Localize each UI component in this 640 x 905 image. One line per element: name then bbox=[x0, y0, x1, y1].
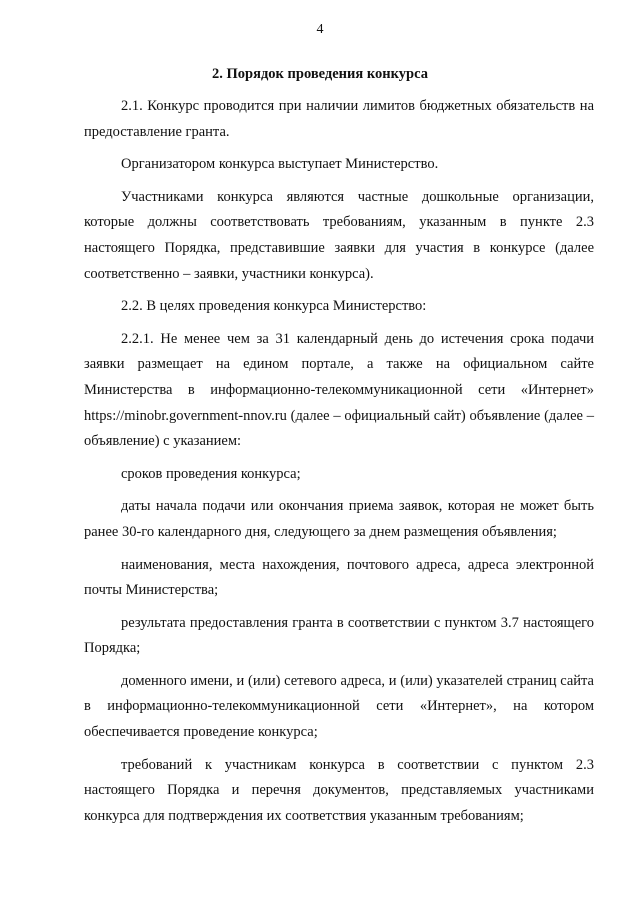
list-item-contacts: наименования, места нахождения, почтового адреса, адреса электронной почты Министерства; bbox=[84, 556, 594, 599]
paragraph-2-2-1: 2.2.1. Не менее чем за 31 календарный день до истечения срока подачи заявки размещает на едином портале, а также на официальном сайте Министерства в информационно-телекоммуникационной сети «Интернет» https://minobr.government-nnov.ru (далее – официальный сайт) объявление (далее – объявление) с указанием: bbox=[84, 330, 594, 450]
list-item-terms: сроков проведения конкурса; bbox=[121, 465, 301, 482]
paragraph-organizer: Организатором конкурса выступает Министерство. bbox=[121, 156, 439, 173]
body-text bbox=[84, 94, 594, 836]
list-item-dates: даты начала подачи или окончания приема заявок, которая не может быть ранее 30-го календарного дня, следующего за днем размещения объявления; bbox=[84, 498, 594, 540]
list-item-result: результата предоставления гранта в соответствии с пунктом 3.7 настоящего Порядка; bbox=[84, 614, 594, 657]
page-number: 4 bbox=[316, 22, 324, 37]
section-heading: 2. Порядок проведения конкурса bbox=[212, 66, 428, 82]
list-item-requirements: требований к участникам конкурса в соответствии с пунктом 2.3 настоящего Порядка и перечня документов, представляемых участниками конкурса для подтверждения их соответствия указанным требованиям; bbox=[84, 756, 594, 824]
list-item-domain: доменного имени, и (или) сетевого адреса, и (или) указателей страниц сайта в информационно-телекоммуникационной сети «Интернет», на котором обеспечивается проведение конкурса; bbox=[84, 672, 594, 741]
paragraph-2-2: 2.2. В целях проведения конкурса Министерство: bbox=[121, 298, 427, 315]
paragraph-participants: Участниками конкурса являются частные дошкольные организации, которые должны соответствовать требованиям, указанным в пункте 2.3 настоящего Порядка, представившие заявки для участия в конкурсе (далее соответственно – заявки, участники конкурса). bbox=[84, 188, 594, 282]
paragraph-2-1: 2.1. Конкурс проводится при наличии лимитов бюджетных обязательств на предоставление гранта. bbox=[84, 98, 594, 140]
